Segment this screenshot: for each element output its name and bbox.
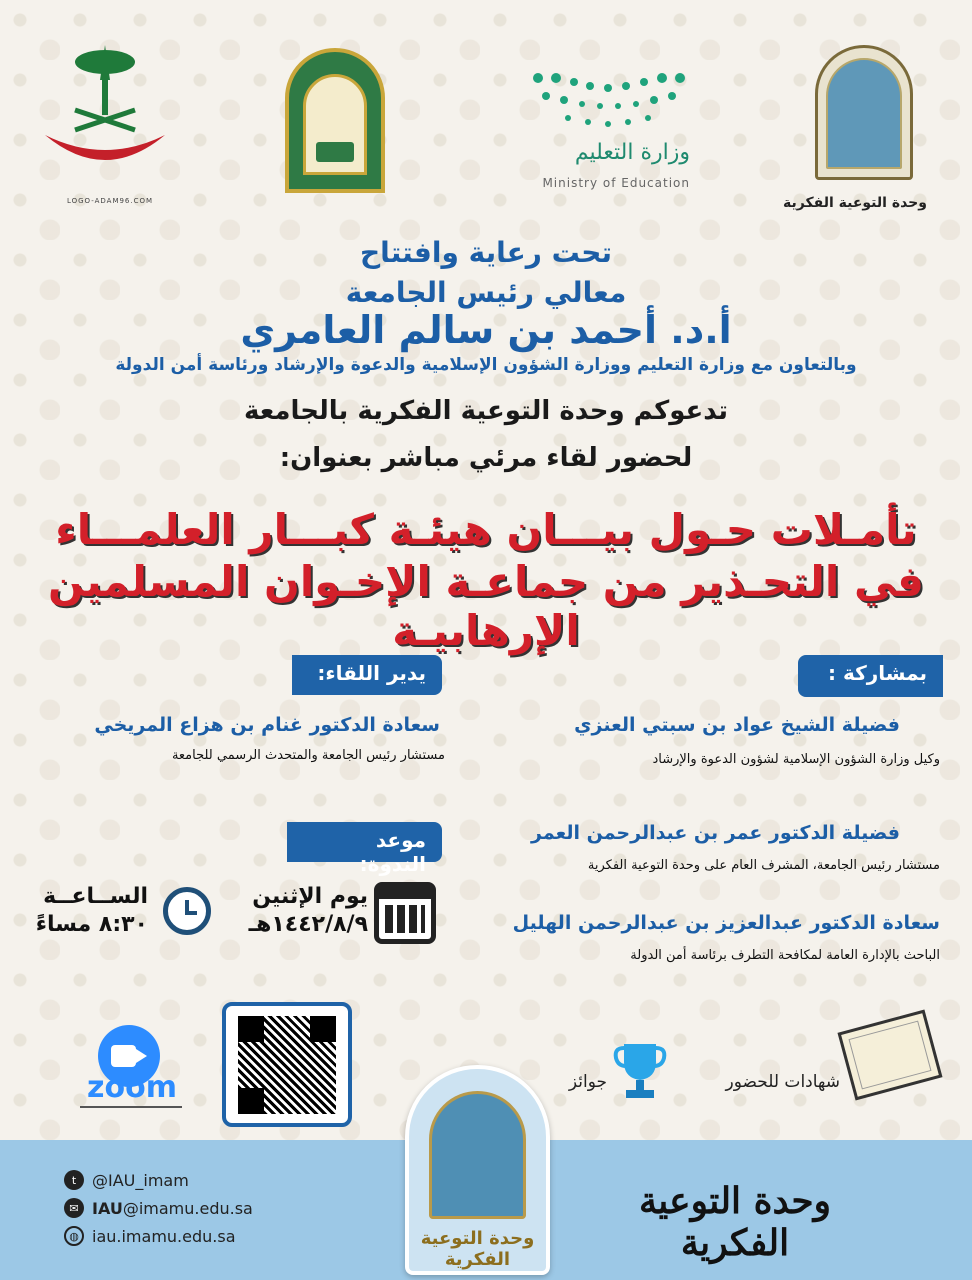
event-date: ١٤٤٢/٨/٩هـ [248, 912, 368, 937]
schedule-badge: موعد الندوة: [287, 822, 442, 862]
event-title-line-2: في التحـذير من جماعـة الإخـوان المسلمين الإرهابيـة [48, 557, 924, 655]
unit-label: وحدة التوعية الفكرية [783, 195, 927, 211]
hour-label: الســاعــة [43, 884, 148, 909]
moe-dots-logo [528, 70, 693, 130]
moe-english-name: Ministry of Education [542, 176, 690, 190]
trophy-icon [612, 1040, 668, 1100]
participant-role: الباحث بالإدارة العامة لمكافحة التطرف برئاسة أمن الدولة [630, 948, 940, 963]
invitation-line: تدعوكم وحدة التوعية الفكرية بالجامعة [243, 396, 729, 426]
twitter-handle: @IAU_imam [92, 1170, 189, 1190]
state-security-logo [40, 40, 170, 170]
clock-icon [163, 887, 211, 935]
zoom-logo-text: zoom [87, 1070, 177, 1105]
intro-line-2: معالي رئيس الجامعة [345, 276, 627, 309]
calendar-icon [374, 882, 436, 944]
moderator-role: مستشار رئيس الجامعة والمتحدث الرسمي للجامعة [171, 748, 445, 763]
patron-name: أ.د. أحمد بن سالم العامري [240, 308, 732, 352]
cooperation-line: وبالتعاون مع وزارة التعليم ووزارة الشؤون الإسلامية والدعوة والإرشاد ورئاسة أمن الدولة [115, 355, 857, 375]
event-time: ٨:٣٠ مساءً [35, 912, 148, 937]
participants-badge: بمشاركة : [798, 655, 943, 697]
participant-name: فضيلة الدكتور عمر بن عبدالرحمن العمر [531, 822, 900, 844]
islamic-affairs-logo [285, 48, 385, 193]
email-address [92, 1199, 253, 1218]
unit-calligraphy: وحدة التوعية الفكرية [638, 1180, 831, 1264]
moe-arabic-name: وزارة التعليم [574, 140, 690, 165]
participant-role: مستشار رئيس الجامعة، المشرف العام على وحدة التوعية الفكرية [587, 858, 940, 873]
website-contact[interactable] [64, 1226, 324, 1246]
globe-icon: ◍ [64, 1226, 84, 1246]
divider [80, 1106, 182, 1108]
participant-role: وكيل وزارة الشؤون الإسلامية لشؤون الدعوة والإرشاد [652, 752, 940, 767]
certificates-label: شهادات للحضور [725, 1072, 840, 1092]
imam-university-logo [815, 45, 913, 180]
email-user: IAU [92, 1198, 123, 1218]
email-icon: ✉ [64, 1198, 84, 1218]
event-day: يوم الإثنين [252, 884, 368, 909]
event-title-line-1: تأمـلات حـول بيـــان هيئـة كبـــار العلمـــاء [55, 505, 917, 554]
email-contact[interactable] [64, 1198, 324, 1218]
emblem-caption: وحدة التوعية الفكرية [420, 1228, 535, 1270]
website-url: iau.imamu.edu.sa [92, 1226, 236, 1246]
participant-name: سعادة الدكتور عبدالعزيز بن عبدالرحمن الهليل [512, 912, 940, 934]
event-type-line: لحضور لقاء مرئي مباشر بعنوان: [279, 443, 693, 473]
qr-code[interactable] [222, 1002, 352, 1127]
moderator-name: سعادة الدكتور غنام بن هزاع المريخي [94, 714, 440, 736]
intro-line-1: تحت رعاية وافتتاح [360, 236, 612, 269]
email-domain: @imamu.edu.sa [122, 1198, 253, 1218]
prizes-label: جوائز [568, 1072, 607, 1092]
twitter-contact[interactable] [64, 1170, 324, 1190]
moderator-badge: يدير اللقاء: [292, 655, 442, 695]
security-logo-url: LOGO-ADAM96.COM [66, 197, 154, 205]
twitter-icon: t [64, 1170, 84, 1190]
participant-name: فضيلة الشيخ عواد بن سبتي العنزي [574, 714, 900, 736]
